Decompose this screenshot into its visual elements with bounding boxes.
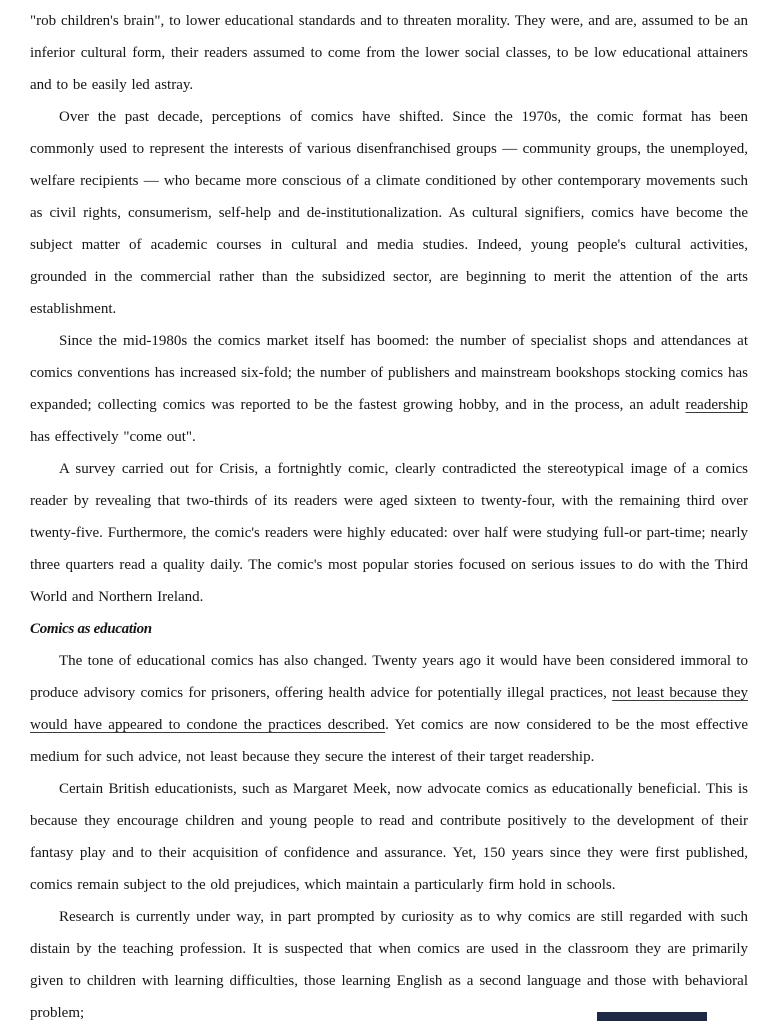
text-segment: The tone of educational comics has also changed. Twenty years ago it would have been considered immoral to produce advisory comics for prisoners, offering health advice for potentially illegal practices,	[30, 653, 748, 701]
text-segment: "rob children's brain", to lower educational standards and to threaten morality. They were, and are, assumed to be an inferior cultural form, their readers assumed to come from the lower social classes, to be low educational attainers and to be easily led astray.	[30, 13, 748, 93]
section-heading	[30, 613, 748, 645]
text-segment: A survey carried out for Crisis, a fortnightly comic, clearly contradicted the stereotypical image of a comics reader by revealing that two-thirds of its readers were aged sixteen to twenty-four, with the remaining third over twenty-five. Furthermore, the comic's readers were highly educated: over half were studying full-or part-time; nearly three quarters read a quality daily. The comic's most popular stories focused on serious issues to do with the Third World and Northern Ireland.	[30, 461, 748, 605]
text-segment: Certain British educationists, such as Margaret Meek, now advocate comics as educationally beneficial. This is because they encourage children and young people to read and contribute positively to the development of their fantasy play and to their acquisition of confidence and assurance. Yet, 150 years since they were first published, comics remain subject to the old prejudices, which maintain a particularly firm hold in schools.	[30, 781, 748, 893]
paragraph	[30, 645, 748, 773]
underlined-text-segment: not least because they would have appeared to condone the practices described	[30, 685, 748, 733]
paragraph	[30, 5, 748, 101]
paragraph	[30, 453, 748, 613]
paragraph	[30, 901, 748, 1021]
text-segment: has effectively "come out".	[30, 429, 196, 445]
bottom-bar	[597, 1012, 707, 1021]
text-segment: Comics as education	[30, 621, 152, 637]
underlined-text-segment: readership	[685, 397, 748, 413]
document-content	[30, 5, 748, 1021]
text-segment: . Yet comics are now considered to be the most effective medium for such advice, not least because they secure the interest of their target readership.	[30, 717, 748, 765]
paragraph	[30, 101, 748, 325]
paragraph	[30, 773, 748, 901]
paragraph	[30, 325, 748, 453]
text-segment: Over the past decade, perceptions of comics have shifted. Since the 1970s, the comic format has been commonly used to represent the interests of various disenfranchised groups — community groups, the unemployed, welfare recipients — who became more conscious of a climate conditioned by other contemporary movements such as civil rights, consumerism, self-help and de-institutionalization. As cultural signifiers, comics have become the subject matter of academic courses in cultural and media studies. Indeed, young people's cultural activities, grounded in the commercial rather than the subsidized sector, are beginning to merit the attention of the arts establishment.	[30, 109, 748, 317]
text-segment: Since the mid-1980s the comics market itself has boomed: the number of specialist shops and attendances at comics conventions has increased six-fold; the number of publishers and mainstream bookshops stocking comics has expanded; collecting comics was reported to be the fastest growing hobby, and in the process, an adult	[30, 333, 748, 413]
text-segment: Research is currently under way, in part prompted by curiosity as to why comics are still regarded with such distain by the teaching profession. It is suspected that when comics are used in the classroom they are primarily given to children with learning difficulties, those learning English as a second language and those with behavioral problem;	[30, 909, 748, 1021]
